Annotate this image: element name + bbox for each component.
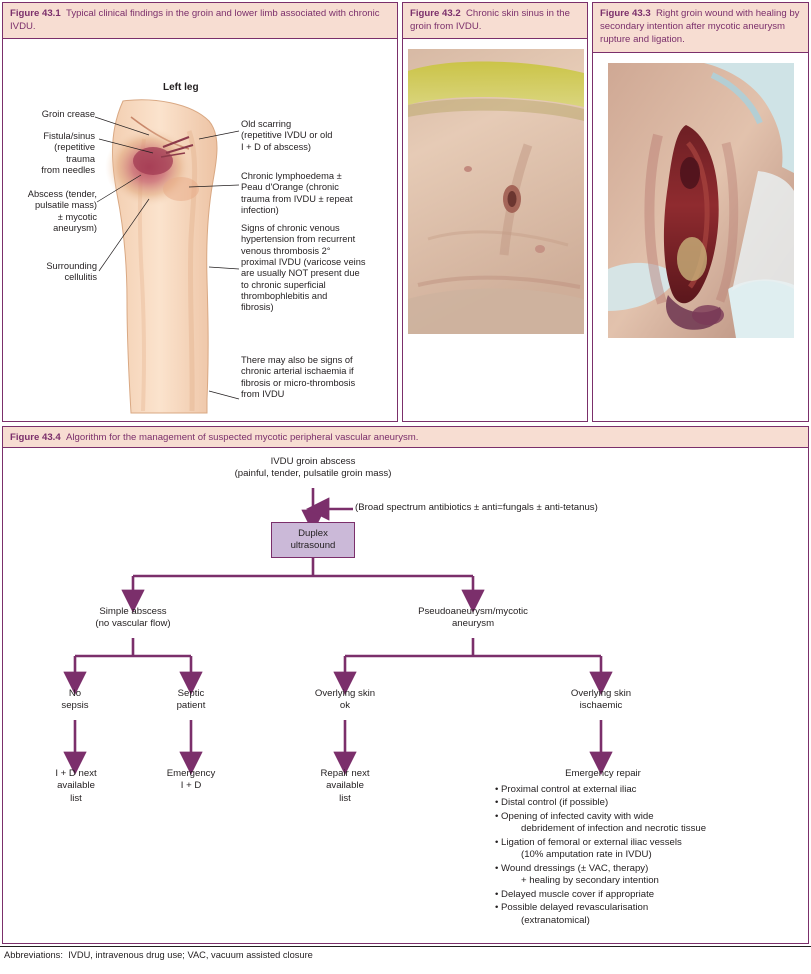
footer-divider (0, 946, 811, 947)
label-lymph-line1: Chronic lymphoedema ± (241, 171, 342, 181)
node-start (153, 456, 473, 481)
node-septic-line1: Septic (177, 688, 205, 699)
label-fistula-line2: (repetitive (54, 142, 95, 153)
label-venous-hypertension (241, 223, 397, 314)
label-scarring-line3: I + D of abscess) (241, 141, 312, 152)
label-abscess-line4: aneurysm) (53, 222, 97, 233)
figure-43-4-panel (2, 426, 809, 944)
label-venous-line2: hypertension from recurrent (241, 234, 356, 245)
node-overlying-skin-ischaemic (545, 688, 657, 713)
emergency-repair-list (495, 784, 745, 928)
emergency-repair-item-line: (10% amputation rate in IVDU) (513, 849, 652, 861)
label-venous-line6: to chronic superficial (241, 279, 326, 290)
node-skin-ok-line1: Overlying skin (314, 688, 376, 699)
emergency-repair-item (495, 797, 745, 809)
figure-43-3-number: Figure 43.3 (600, 8, 651, 19)
label-abscess-line1: Abscess (tender, (27, 189, 97, 199)
node-pseudo-line2: aneurysm (451, 618, 495, 630)
label-scarring-line2: (repetitive IVDU or old (241, 130, 333, 141)
node-simple-line2: (no vascular flow) (95, 618, 171, 630)
figure-43-4-caption-text: Algorithm for the management of suspected mycotic peripheral vascular aneurysm. (66, 432, 419, 443)
emergency-repair-item-line: • Delayed muscle cover if appropriate (495, 888, 655, 900)
label-fistula-sinus (7, 131, 95, 176)
node-id-next-line1: I + D next (55, 768, 97, 779)
figure-43-2-photo (408, 49, 584, 334)
figure-43-2-caption-text: Chronic skin sinus in the groin from IVDU. (410, 8, 570, 32)
node-septic-patient (151, 688, 231, 713)
abbreviations-text: IVDU, intravenous drug use; VAC, vacuum assisted closure (68, 950, 313, 960)
node-no-sepsis-line1: No (68, 688, 82, 699)
label-groin-crease: Groin crease (41, 109, 95, 119)
label-arterial-ischaemia (241, 355, 397, 400)
emergency-repair-item (495, 811, 745, 836)
label-venous-line1: Signs of chronic venous (241, 223, 340, 233)
node-id-next-list (31, 768, 121, 805)
node-no-sepsis (35, 688, 115, 713)
label-abscess-line3: ± mycotic (57, 211, 97, 222)
node-start-line2: (painful, tender, pulsatile groin mass) (234, 468, 392, 480)
node-emergency-id (143, 768, 239, 793)
node-emergency-line2: I + D (180, 780, 202, 792)
emergency-repair-item (495, 784, 745, 796)
figure-43-2-caption (403, 3, 587, 39)
abbreviations-footer (4, 950, 313, 960)
label-lymph-line4: infection) (241, 204, 279, 215)
figure-43-3-caption (593, 3, 808, 53)
emergency-repair-item (495, 889, 745, 901)
node-duplex-ultrasound (271, 522, 355, 558)
label-lymph-line3: trauma from IVDU ± repeat (241, 193, 353, 204)
label-cellulitis-line1: Surrounding (46, 261, 97, 271)
label-old-scarring (241, 119, 393, 153)
node-simple-line1: Simple abscess (99, 606, 167, 617)
node-duplex-line2: ultrasound (290, 539, 336, 551)
emergency-repair-item-line: (extranatomical) (513, 914, 590, 926)
label-fistula-line3: trauma (66, 153, 95, 164)
node-id-next-line3: list (70, 792, 82, 804)
figure-43-1-number: Figure 43.1 (10, 8, 61, 19)
label-abscess (5, 189, 97, 234)
emergency-repair-item-line: • Ligation of femoral or external iliac vessels (495, 836, 682, 848)
node-skin-isch-line1: Overlying skin (570, 688, 632, 699)
node-skin-isch-line2: ischaemic (579, 700, 623, 712)
label-arterial-line4: from IVDU (241, 388, 285, 399)
figure-43-3-photo (608, 63, 794, 338)
emergency-repair-item-line: + healing by secondary intention (513, 875, 659, 887)
emergency-repair-item (495, 863, 745, 888)
figure-43-2-panel (402, 2, 588, 422)
figure-43-4-number: Figure 43.4 (10, 432, 61, 443)
emergency-repair-item-line: • Proximal control at external iliac (495, 784, 637, 795)
label-venous-line3: venous thrombosis 2° (241, 245, 331, 256)
label-fistula-line1: Fistula/sinus (43, 131, 95, 141)
node-skin-ok-line2: ok (339, 700, 351, 712)
abbreviations-label: Abbreviations: (4, 950, 63, 960)
node-repair-line1: Repair next (320, 768, 370, 779)
node-repair-line2: available (326, 780, 364, 792)
label-cellulitis (9, 261, 97, 284)
label-lymphoedema (241, 171, 395, 216)
figure-43-3-caption-text: Right groin wound with healing by secondary intention after mycotic aneurysm rupture and ligation. (600, 8, 800, 45)
label-venous-line8: fibrosis) (241, 302, 274, 313)
label-arterial-line1: There may also be signs of (241, 355, 353, 365)
figure-43-2-number: Figure 43.2 (410, 8, 461, 19)
node-septic-line2: patient (176, 700, 206, 712)
label-scarring-line1: Old scarring (241, 119, 292, 129)
figure-43-1-caption-text: Typical clinical findings in the groin and lower limb associated with chronic IVDU. (10, 8, 380, 32)
node-id-next-line2: available (57, 780, 95, 792)
figure-43-1-body (3, 39, 397, 421)
emergency-repair-item (495, 837, 745, 862)
left-leg-label: Left leg (163, 82, 199, 93)
node-duplex-line1: Duplex (298, 528, 328, 539)
label-venous-line4: proximal IVDU (varicose veins (241, 256, 366, 267)
figure-43-1-panel (2, 2, 398, 422)
node-repair-line3: list (339, 792, 351, 804)
node-antibiotics: (Broad spectrum antibiotics ± anti=fungals ± anti-tetanus) (355, 502, 598, 513)
label-cellulitis-line2: cellulitis (64, 272, 97, 283)
node-no-sepsis-line2: sepsis (61, 700, 89, 712)
node-emergency-repair-title: Emergency repair (565, 768, 641, 779)
label-venous-line7: thrombophlebitis and (241, 290, 328, 301)
figure-43-4-caption (3, 427, 808, 448)
node-simple-abscess (53, 606, 213, 631)
node-emergency-line1: Emergency (166, 768, 216, 779)
emergency-repair-item (495, 902, 745, 927)
emergency-repair-item-line: • Wound dressings (± VAC, therapy) (495, 862, 649, 874)
figure-43-3-panel (592, 2, 809, 422)
label-lymph-line2: Peau d'Orange (chronic (241, 182, 339, 193)
emergency-repair-item-line: • Distal control (if possible) (495, 797, 609, 809)
label-arterial-line3: fibrosis or micro-thrombosis (241, 377, 356, 388)
label-venous-line5: are usually NOT present due (241, 268, 360, 279)
node-overlying-skin-ok (291, 688, 399, 713)
label-arterial-line2: chronic arterial ischaemia if (241, 366, 354, 377)
emergency-repair-item-line: • Opening of infected cavity with wide (495, 810, 654, 822)
node-pseudoaneurysm (383, 606, 563, 631)
emergency-repair-item-line: • Possible delayed revascularisation (495, 902, 649, 914)
label-fistula-line4: from needles (41, 164, 95, 175)
node-repair-next-list (299, 768, 391, 805)
emergency-repair-item-line: debridement of infection and necrotic tissue (513, 823, 707, 835)
figure-43-1-caption (3, 3, 397, 39)
node-pseudo-line1: Pseudoaneurysm/mycotic (418, 606, 528, 617)
figure-43-4-body (3, 448, 808, 943)
label-abscess-line2: pulsatile mass) (34, 200, 97, 211)
node-start-line1: IVDU groin abscess (270, 456, 356, 467)
